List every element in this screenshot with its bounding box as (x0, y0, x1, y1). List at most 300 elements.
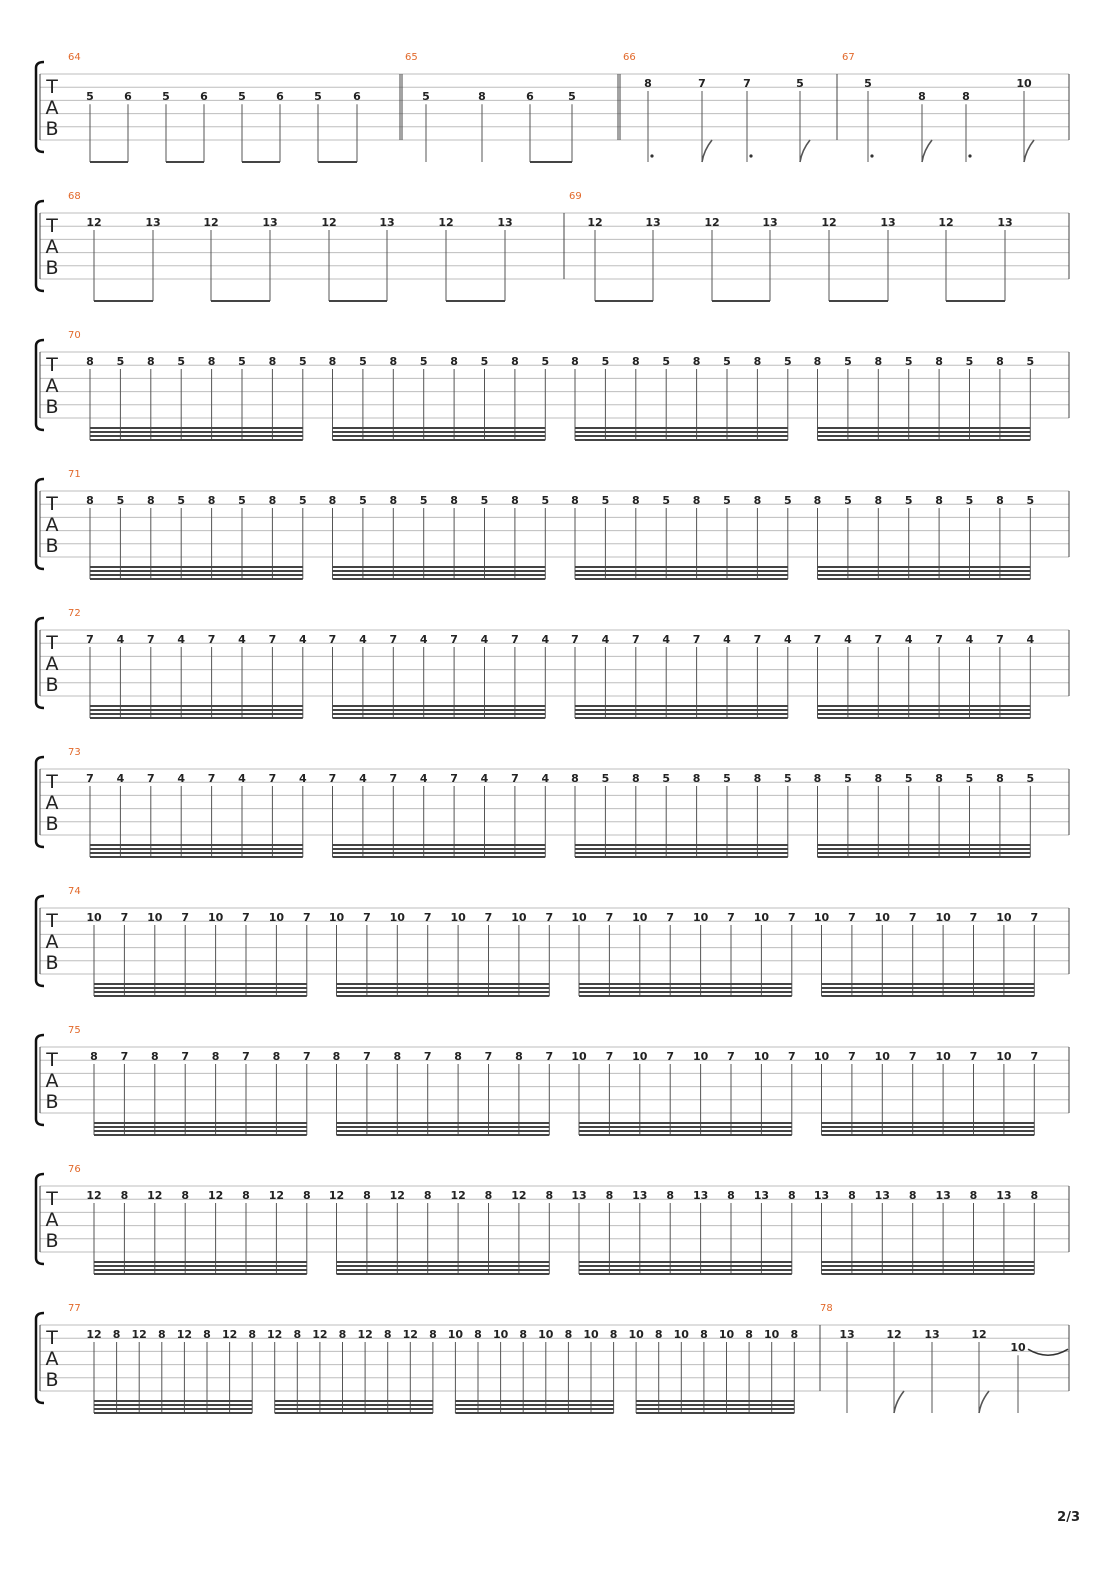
fret-number: 8 (338, 1328, 347, 1341)
measure-number: 73 (68, 747, 81, 758)
measure-number: 67 (842, 52, 855, 63)
fret-number: 10 (389, 911, 405, 924)
note-group (571, 1050, 795, 1135)
fret-number: 7 (146, 772, 155, 785)
fret-number: 10 (268, 911, 285, 924)
note-group (571, 911, 795, 996)
tab-clef-letter: T (46, 493, 58, 515)
fret-number: 13 (996, 1189, 1012, 1202)
fret-number: 4 (298, 772, 307, 785)
measure-number: 74 (68, 886, 81, 897)
fret-number: 12 (438, 216, 454, 229)
fret-number: 7 (698, 77, 706, 90)
fret-number: 10 (511, 911, 527, 924)
note-group (571, 633, 792, 718)
fret-number: 8 (519, 1328, 528, 1341)
note-group (814, 1189, 1038, 1274)
fret-number: 10 (935, 911, 951, 924)
fret-number: 8 (328, 494, 337, 507)
tab-system (36, 1164, 1069, 1274)
fret-number: 10 (673, 1328, 689, 1341)
note-group (571, 355, 791, 440)
tab-clef-letter: A (45, 375, 59, 397)
fret-number: 10 (692, 911, 709, 924)
note-group (86, 911, 310, 996)
fret-number: 5 (844, 772, 852, 785)
fret-number: 4 (662, 633, 671, 646)
fret-number: 7 (511, 772, 519, 785)
fret-number: 4 (783, 633, 792, 646)
fret-number: 8 (450, 355, 458, 368)
fret-number: 10 (538, 1328, 554, 1341)
fret-number: 12 (450, 1189, 466, 1202)
measure (68, 1025, 1038, 1135)
note-group (86, 494, 306, 579)
fret-number: 5 (480, 355, 489, 368)
fret-number: 7 (389, 772, 398, 785)
note-group (333, 1050, 553, 1135)
fret-number: 12 (511, 1189, 527, 1202)
fret-number: 5 (480, 494, 489, 507)
fret-number: 7 (848, 911, 856, 924)
note-group (571, 1189, 795, 1274)
fret-number: 5 (314, 90, 322, 104)
page-number: 2/3 (1057, 1510, 1080, 1525)
fret-number: 8 (268, 494, 277, 507)
note-group (329, 1189, 553, 1274)
measure (68, 191, 513, 301)
fret-number: 10 (328, 911, 345, 924)
fret-number: 5 (298, 355, 307, 368)
fret-number: 7 (86, 772, 94, 785)
fret-number: 8 (328, 355, 337, 368)
fret-number: 8 (181, 1189, 190, 1202)
fret-number: 5 (298, 494, 307, 507)
fret-number: 8 (511, 355, 519, 368)
fret-number: 12 (268, 1189, 285, 1202)
tab-clef-letter: A (45, 236, 59, 258)
fret-number: 5 (177, 355, 186, 368)
fret-number: 7 (1030, 911, 1039, 924)
measure-number: 76 (68, 1164, 81, 1175)
fret-number: 8 (631, 772, 640, 785)
fret-number: 4 (116, 772, 125, 785)
fret-number: 10 (753, 911, 770, 924)
fret-number: 5 (238, 90, 246, 104)
fret-number: 5 (419, 355, 428, 368)
fret-number: 5 (1026, 355, 1035, 368)
tab-clef-letter: A (45, 1070, 59, 1092)
measure (68, 52, 361, 162)
tab-clef-letter: B (45, 118, 59, 140)
note-group (448, 1328, 618, 1413)
fret-number: 8 (389, 494, 398, 507)
fret-number: 4 (419, 633, 428, 646)
fret-number: 8 (874, 355, 883, 368)
fret-number: 10 (147, 911, 163, 924)
fret-number: 4 (844, 633, 852, 646)
tab-clef-letter: T (46, 76, 58, 98)
measure-number: 68 (68, 191, 81, 202)
fret-number: 8 (874, 772, 883, 785)
measure (68, 1303, 798, 1413)
fret-number: 7 (874, 633, 883, 646)
tab-clef-letter: T (46, 1327, 58, 1349)
fret-number: 12 (402, 1328, 418, 1341)
fret-number: 7 (1030, 1050, 1039, 1063)
fret-number: 12 (704, 216, 720, 229)
note-group (814, 633, 1035, 718)
fret-number: 5 (904, 355, 913, 368)
fret-number: 8 (454, 1050, 462, 1063)
fret-number: 8 (545, 1189, 554, 1202)
fret-number: 10 (207, 911, 224, 924)
note-flag (979, 1391, 989, 1413)
fret-number: 7 (996, 633, 1004, 646)
fret-number: 10 (86, 911, 102, 924)
tab-clef-letter: B (45, 813, 59, 835)
note-group (814, 911, 1038, 996)
fret-number: 8 (605, 1189, 614, 1202)
fret-number: 8 (813, 494, 822, 507)
fret-number: 4 (480, 633, 489, 646)
fret-number: 7 (969, 1050, 978, 1063)
fret-number: 8 (644, 77, 652, 90)
fret-number: 8 (248, 1328, 257, 1341)
fret-number: 13 (497, 216, 513, 229)
fret-number: 6 (200, 90, 208, 104)
fret-number: 5 (601, 494, 610, 507)
fret-number: 7 (484, 911, 493, 924)
fret-number: 12 (267, 1328, 283, 1341)
fret-number: 8 (996, 494, 1004, 507)
fret-number: 4 (480, 772, 489, 785)
fret-number: 8 (787, 1189, 796, 1202)
fret-number: 6 (124, 90, 132, 104)
fret-number: 8 (935, 494, 943, 507)
measure-number: 64 (68, 52, 81, 63)
tab-system (36, 52, 1069, 162)
note-flag (894, 1391, 904, 1413)
fret-number: 8 (571, 772, 579, 785)
tab-clef-letter: B (45, 1230, 59, 1252)
tab-clef-letter: B (45, 257, 59, 279)
fret-number: 8 (86, 355, 94, 368)
note-group (86, 1189, 310, 1274)
fret-number: 10 (1010, 1341, 1026, 1355)
tab-clef-letter: A (45, 514, 59, 536)
fret-number: 8 (692, 355, 701, 368)
fret-number: 12 (86, 1189, 102, 1202)
fret-number: 5 (723, 772, 731, 785)
measure-number: 75 (68, 1025, 81, 1036)
dot (650, 154, 653, 157)
fret-number: 8 (332, 1050, 341, 1063)
fret-number: 8 (969, 1189, 978, 1202)
fret-number: 7 (571, 633, 579, 646)
fret-number: 4 (723, 633, 731, 646)
fret-number: 13 (813, 1189, 830, 1202)
fret-number: 13 (379, 216, 395, 229)
fret-number: 13 (645, 216, 661, 229)
fret-number: 13 (145, 216, 161, 229)
fret-number: 5 (541, 355, 550, 368)
dot (870, 154, 873, 157)
fret-number: 5 (662, 355, 671, 368)
fret-number: 7 (692, 633, 701, 646)
fret-number: 7 (423, 911, 432, 924)
fret-number: 8 (908, 1189, 917, 1202)
fret-number: 10 (874, 911, 890, 924)
fret-number: 8 (242, 1189, 250, 1202)
note-group (86, 772, 307, 857)
tab-system (36, 330, 1069, 440)
fret-number: 10 (632, 1050, 648, 1063)
tab-clef-letter: B (45, 535, 59, 557)
fret-number: 4 (177, 633, 186, 646)
fret-number: 8 (918, 90, 926, 104)
fret-number: 12 (131, 1328, 147, 1341)
fret-number: 8 (935, 355, 943, 368)
measure-number: 69 (569, 191, 582, 202)
fret-number: 8 (564, 1328, 573, 1341)
fret-number: 8 (393, 1050, 402, 1063)
fret-number: 8 (120, 1189, 129, 1202)
fret-number: 12 (971, 1328, 987, 1341)
note-group (86, 355, 306, 440)
tab-clef-letter: A (45, 792, 59, 814)
measure-number: 65 (405, 52, 418, 63)
fret-number: 8 (666, 1189, 675, 1202)
note-flag (800, 140, 810, 162)
measure-number: 77 (68, 1303, 81, 1314)
tie (1028, 1349, 1068, 1355)
fret-number: 5 (904, 772, 913, 785)
note-group (90, 1050, 310, 1135)
measure-number: 72 (68, 608, 81, 619)
fret-number: 5 (601, 355, 610, 368)
tab-clef-letter: B (45, 1369, 59, 1391)
fret-number: 5 (422, 90, 430, 104)
fret-number: 7 (813, 633, 822, 646)
fret-number: 5 (1026, 494, 1035, 507)
tab-clef-letter: B (45, 952, 59, 974)
fret-number: 5 (568, 90, 576, 104)
note-group (329, 494, 549, 579)
fret-number: 8 (383, 1328, 392, 1341)
fret-number: 8 (478, 90, 486, 104)
fret-number: 4 (541, 633, 550, 646)
fret-number: 13 (874, 1189, 890, 1202)
tab-clef-letter: B (45, 674, 59, 696)
tab-clef-letter: A (45, 653, 59, 675)
tab-clef-letter: A (45, 97, 59, 119)
tab-clef-letter: T (46, 215, 58, 237)
fret-number: 8 (157, 1328, 166, 1341)
fret-number: 7 (484, 1050, 493, 1063)
tab-system (36, 191, 1069, 301)
fret-number: 8 (90, 1050, 98, 1063)
fret-number: 5 (177, 494, 186, 507)
measure (68, 608, 1034, 718)
fret-number: 6 (526, 90, 534, 104)
tab-system (36, 747, 1069, 857)
fret-number: 7 (389, 633, 398, 646)
fret-number: 10 (1016, 77, 1032, 90)
note-group (86, 1328, 256, 1413)
fret-number: 5 (86, 90, 94, 104)
fret-number: 13 (880, 216, 896, 229)
note-flag (922, 140, 932, 162)
fret-number: 12 (86, 1328, 102, 1341)
fret-number: 8 (654, 1328, 663, 1341)
fret-number: 8 (848, 1189, 856, 1202)
fret-number: 10 (692, 1050, 709, 1063)
fret-number: 8 (423, 1189, 432, 1202)
fret-number: 7 (935, 633, 943, 646)
fret-number: 8 (146, 494, 155, 507)
fret-number: 7 (120, 911, 129, 924)
fret-number: 4 (419, 772, 428, 785)
measure (68, 747, 1034, 857)
fret-number: 4 (541, 772, 550, 785)
fret-number: 7 (120, 1050, 129, 1063)
fret-number: 10 (632, 911, 648, 924)
fret-number: 5 (796, 77, 804, 90)
fret-number: 4 (359, 772, 367, 785)
fret-number: 12 (821, 216, 837, 229)
fret-number: 7 (207, 633, 216, 646)
fret-number: 8 (571, 494, 579, 507)
fret-number: 13 (762, 216, 778, 229)
tab-clef-letter: A (45, 1348, 59, 1370)
fret-number: 4 (116, 633, 125, 646)
fret-number: 4 (238, 633, 246, 646)
fret-number: 8 (790, 1328, 799, 1341)
fret-number: 5 (783, 355, 792, 368)
fret-number: 7 (181, 1050, 190, 1063)
measure (68, 469, 1034, 579)
measure (68, 886, 1038, 996)
fret-number: 8 (150, 1050, 159, 1063)
fret-number: 5 (844, 494, 852, 507)
dot (749, 154, 752, 157)
fret-number: 7 (363, 911, 371, 924)
fret-number: 5 (238, 494, 246, 507)
fret-number: 12 (221, 1328, 238, 1341)
note-group (814, 494, 1034, 579)
note-group (86, 633, 307, 718)
measure (837, 52, 1034, 162)
note-group (329, 633, 550, 718)
tab-clef-letter: T (46, 1049, 58, 1071)
fret-number: 7 (545, 911, 554, 924)
fret-number: 4 (177, 772, 186, 785)
fret-number: 7 (302, 1050, 311, 1063)
fret-number: 8 (211, 1050, 220, 1063)
tab-system (36, 469, 1069, 579)
fret-number: 4 (965, 633, 974, 646)
fret-number: 5 (162, 90, 170, 104)
fret-number: 12 (321, 216, 337, 229)
note-group (571, 494, 791, 579)
fret-number: 8 (450, 494, 458, 507)
fret-number: 12 (328, 1189, 345, 1202)
fret-number: 7 (302, 911, 311, 924)
fret-number: 12 (176, 1328, 193, 1341)
fret-number: 10 (628, 1328, 644, 1341)
fret-number: 7 (605, 911, 614, 924)
fret-number: 4 (601, 633, 610, 646)
fret-number: 5 (238, 355, 246, 368)
fret-number: 8 (207, 355, 216, 368)
fret-number: 8 (935, 772, 943, 785)
fret-number: 7 (753, 633, 762, 646)
measure (820, 1303, 1068, 1413)
fret-number: 8 (268, 355, 277, 368)
fret-number: 12 (207, 1189, 224, 1202)
fret-number: 8 (813, 772, 822, 785)
fret-number: 7 (787, 911, 796, 924)
fret-number: 12 (938, 216, 954, 229)
fret-number: 10 (571, 911, 587, 924)
fret-number: 7 (242, 911, 250, 924)
fret-number: 7 (727, 1050, 735, 1063)
fret-number: 5 (864, 77, 872, 90)
fret-number: 5 (1026, 772, 1035, 785)
note-group (814, 772, 1034, 857)
fret-number: 7 (450, 633, 458, 646)
fret-number: 10 (764, 1328, 780, 1341)
fret-number: 7 (908, 1050, 917, 1063)
fret-number: 7 (969, 911, 978, 924)
fret-number: 5 (783, 772, 792, 785)
fret-number: 7 (727, 911, 735, 924)
measure (68, 1164, 1038, 1274)
fret-number: 8 (146, 355, 155, 368)
fret-number: 7 (743, 77, 751, 90)
fret-number: 8 (511, 494, 519, 507)
fret-number: 7 (545, 1050, 554, 1063)
fret-number: 8 (474, 1328, 482, 1341)
fret-number: 13 (262, 216, 278, 229)
fret-number: 5 (541, 494, 550, 507)
tab-clef-letter: T (46, 910, 58, 932)
tab-clef-letter: T (46, 1188, 58, 1210)
fret-number: 7 (328, 633, 337, 646)
fret-number: 7 (848, 1050, 856, 1063)
fret-number: 4 (238, 772, 246, 785)
fret-number: 5 (116, 494, 125, 507)
fret-number: 7 (450, 772, 458, 785)
fret-number: 8 (293, 1328, 302, 1341)
fret-number: 5 (419, 494, 428, 507)
fret-number: 8 (753, 355, 762, 368)
fret-number: 8 (631, 355, 640, 368)
fret-number: 8 (745, 1328, 753, 1341)
fret-number: 10 (874, 1050, 890, 1063)
fret-number: 4 (1026, 633, 1035, 646)
fret-number: 10 (996, 911, 1012, 924)
note-group (329, 355, 549, 440)
fret-number: 5 (116, 355, 125, 368)
fret-number: 12 (389, 1189, 405, 1202)
fret-number: 7 (86, 633, 94, 646)
tab-clef-letter: A (45, 1209, 59, 1231)
fret-number: 7 (242, 1050, 250, 1063)
fret-number: 12 (587, 216, 603, 229)
fret-number: 13 (753, 1189, 770, 1202)
